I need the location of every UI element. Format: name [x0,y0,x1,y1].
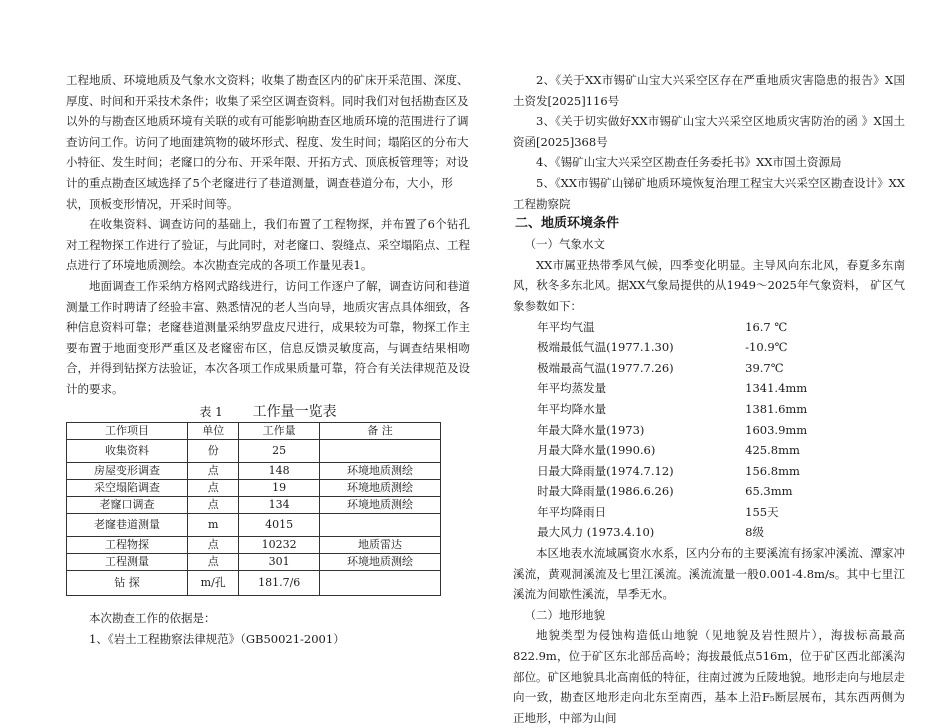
table-header: 备 注 [319,423,440,440]
param-name: 年平均降雨日 [537,504,607,519]
param-value: 16.7 ℃ [745,319,788,334]
table-cell: 环境地质测绘 [319,463,440,480]
param-value: 1603.9mm [745,422,808,437]
param-value: 425.8mm [745,443,800,458]
table-header: 工作量 [239,423,319,440]
table-header: 单位 [188,423,239,440]
table-label: 表 1 [199,404,223,419]
table-cell: 钻 探 [67,571,188,596]
paragraph-collected-data: 工程地质、环境地质及气象水文资料；收集了勘查区内的矿床开采范围、深度、厚度、时间和开采技术条件；收集了采空区调查资料。同时我们对包括勘查区及以外的与勘查区地质环境有关联的或有可能影响勘查区地质环境的范围进行了调查访问工作。访问了地面建筑物的破坏形式、程度、发生时间；塌陷区的分布大小特征、发生时间；老窿口的分布、开采年限、开拓方式、顶底板管理等；对设计的重点勘查区域选择了5个老窿进行了巷道测量，调查巷道分布，大小，形状，顶板变形情况，开采时间等。 [66,73,469,211]
param-name: 极端最低气温(1977.1.30) [537,340,674,355]
param-name: 月最大降水量(1990.6) [537,443,656,458]
param-value: 155天 [745,504,779,519]
table-row [67,514,441,537]
param-value: 1381.6mm [745,401,808,416]
reference-item-3: 3、《关于切实做好XX市锡矿山宝大兴采空区地质灾害防治的函 》X国土资函[2025]368号 [513,114,905,149]
list-item [537,522,905,543]
table-header: 工作项目 [67,423,188,440]
basis-item-1: 1、《岩土工程勘察法律规范》（GB50021-2001） [89,631,345,646]
param-value: 8级 [745,525,764,540]
table-cell: 收集资料 [67,440,188,463]
left-column [66,70,470,649]
param-name: 年平均蒸发量 [537,381,607,396]
list-item [537,399,905,420]
reference-item-4: 4、《锡矿山宝大兴采空区勘查任务委托书》XX市国土资源局 [536,155,842,170]
workload-table [66,422,441,596]
table-cell: 采空塌陷调查 [67,480,188,497]
table-cell: 10232 [239,537,319,554]
table-cell: 环境地质测绘 [319,554,440,571]
table-caption [66,402,470,423]
table-cell: m/孔 [188,571,239,596]
climate-parameter-list [513,317,905,544]
subsection-terrain-heading: （二）地形地貌 [524,607,605,622]
right-column [513,70,905,728]
paragraph-climate: XX市属亚热带季风气候，四季变化明显。主导风向东北风，春夏多东南风，秋冬多东北风。据XX气象局提供的从1949～2025年气象资料， 矿区气象参数如下： [513,257,905,313]
table-cell: 环境地质测绘 [319,480,440,497]
basis-intro: 本次勘查工作的依据是： [89,611,216,626]
table-cell: 环境地质测绘 [319,497,440,514]
param-name: 年平均气温 [537,319,595,334]
reference-item-5: 5、《XX市锡矿山锑矿地质环境恢复治理工程宝大兴采空区勘查设计》XX工程勘察院 [513,175,905,211]
table-cell: 工程物探 [67,537,188,554]
table-cell: 房屋变形调查 [67,463,188,480]
table-cell: 4015 [239,514,319,537]
table-cell: 老窿巷道测量 [67,514,188,537]
param-value: -10.9℃ [745,340,788,355]
reference-item-2: 2、《关于XX市锡矿山宝大兴采空区存在严重地质灾害隐患的报告》X国土资发[2025]116号 [513,73,905,108]
subsection-climate-heading: （一）气象水文 [524,237,605,252]
paragraph-terrain: 地貌类型为侵蚀构造低山地貌（见地貌及岩性照片），海拔标高最高822.9m，位于矿区东北部岳高岭；海拔最低点516m，位于矿区西北部溪沟部位。矿区地貌具北高南低的特征，往南过渡为丘陵地貌。地形走向与地层走向一致，勘查区地形走向北东至南西，基本上沿F₅断层展布，其东西两侧为正地形，中部为山间 [513,628,905,725]
paragraph-field-work: 在收集资料、调查访问的基础上，我们布置了工程物探，并布置了6个钻孔对工程物探工作进行了验证，与此同时，对老窿口、裂缝点、采空塌陷点、工程点进行了环境地质测绘。本次勘查完成的各项工作量见表1。 [66,217,470,273]
param-name: 时最大降雨量(1986.6.26) [537,484,674,499]
table-row [67,480,441,497]
table-cell: 134 [239,497,319,514]
table-cell: m [188,514,239,537]
table-cell: 181.7/6 [239,571,319,596]
table-cell: 点 [188,537,239,554]
table-cell: 点 [188,554,239,571]
param-value: 65.3mm [745,484,793,499]
list-item [537,358,905,379]
table-cell: 地质雷达 [319,537,440,554]
table-cell: 点 [188,463,239,480]
list-item [537,420,905,441]
param-value: 156.8mm [745,463,800,478]
table-header-row [67,423,441,440]
table-cell: 301 [239,554,319,571]
table-row [67,463,441,480]
list-item [537,440,905,461]
param-name: 日最大降雨量(1974.7.12) [537,463,674,478]
table-cell: 点 [188,497,239,514]
table-title: 工作量一览表 [252,403,337,420]
table-cell [319,440,440,463]
paragraph-survey-method: 地面调查工作采纳方格网式路线进行，访问工作逐户了解，调查访问和巷道测量工作时聘请了经验丰富、熟悉情况的老人当向导，地质灾害点具体细致，各种信息资料可靠；老窿巷道测量采纳罗盘皮尺进行，成果较为可靠，物探工作主要布置于地面变形严重区及老窿密布区，信息反馈灵敏度高，与调查结果相吻合，并得到钻探方法验证，本次各项工作成果质量可靠，符合有关法律规范及设计的要求。 [66,278,470,396]
table-cell: 25 [239,440,319,463]
table-cell [319,514,440,537]
param-value: 1341.4mm [745,381,808,396]
list-item [537,502,905,523]
table-row [67,554,441,571]
list-item [537,337,905,358]
table-cell [319,571,440,596]
paragraph-surface-water: 本区地表水流域属资水水系，区内分布的主要溪流有扬家冲溪流、潭家冲溪流，黄观洞溪流及七里江溪流。溪流流量一般0.001-4.8m/s。其中七里江溪流为间歇性溪流，旱季无水。 [513,546,905,602]
param-value: 39.7℃ [745,360,784,375]
table-cell: 点 [188,480,239,497]
table-cell: 工程测量 [67,554,188,571]
table-row [67,537,441,554]
table-cell: 19 [239,480,319,497]
list-item [537,317,905,338]
param-name: 年平均降水量 [537,401,607,416]
table-row [67,571,441,596]
param-name: 年最大降水量(1973) [537,422,645,437]
section-heading: 二、地质环境条件 [515,216,620,232]
list-item [537,378,905,399]
table-row [67,440,441,463]
list-item [537,461,905,482]
table-row [67,497,441,514]
table-cell: 份 [188,440,239,463]
param-name: 极端最高气温(1977.7.26) [537,360,674,375]
param-name: 最大风力 (1973.4.10) [537,525,655,540]
table-cell: 148 [239,463,319,480]
list-item [537,481,905,502]
table-cell: 老窿口调查 [67,497,188,514]
